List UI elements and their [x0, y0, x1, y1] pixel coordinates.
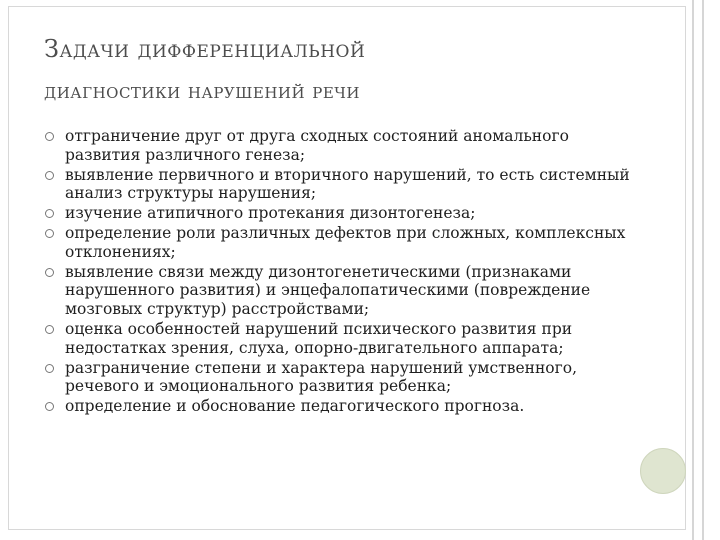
list-item — [44, 397, 634, 416]
bullet-list — [44, 127, 634, 417]
bullet-circle-icon — [45, 402, 54, 411]
bullet-circle-icon — [45, 364, 54, 373]
title-line-1: Задачи дифференциальной — [44, 35, 366, 63]
decorative-rule — [692, 0, 694, 540]
list-item-text: разграничение степени и характера нарушений умственного, речевого и эмоционального развития ребенка; — [65, 358, 578, 396]
list-item — [44, 224, 634, 262]
list-item — [44, 166, 634, 204]
list-item-text: отграничение друг от друга сходных состояний аномального развития различного генеза; — [65, 127, 569, 164]
list-item — [44, 204, 634, 223]
bullet-circle-icon — [45, 229, 54, 238]
list-item-text: определение роли различных дефектов при сложных, комплексных отклонениях; — [65, 223, 626, 261]
title-line-2: диагностики нарушений речи — [44, 79, 360, 103]
bullet-circle-icon — [45, 325, 54, 334]
list-item — [44, 320, 634, 358]
bullet-circle-icon — [45, 209, 54, 218]
slide-title — [44, 34, 664, 108]
bullet-circle-icon — [45, 132, 54, 141]
decorative-rule — [702, 0, 704, 540]
list-item-text: выявление первичного и вторичного нарушений, то есть системный анализ структуры нарушения; — [65, 165, 630, 203]
bullet-circle-icon — [45, 268, 54, 277]
list-item-text: выявление связи между дизонтогенетическими (признаками нарушенного развития) и энцефалопатическими (повреждение мозговых структур) расстройствами; — [65, 262, 591, 319]
list-item — [44, 127, 634, 165]
decorative-circle — [640, 448, 686, 494]
list-item — [44, 359, 634, 397]
list-item — [44, 263, 634, 319]
list-item-text: оценка особенностей нарушений психического развития при недостатках зрения, слуха, опорно-двигательного аппарата; — [65, 319, 573, 357]
bullet-circle-icon — [45, 171, 54, 180]
list-item-text: изучение атипичного протекания дизонтогенеза; — [65, 204, 476, 223]
list-item-text: определение и обоснование педагогического прогноза. — [65, 397, 525, 416]
